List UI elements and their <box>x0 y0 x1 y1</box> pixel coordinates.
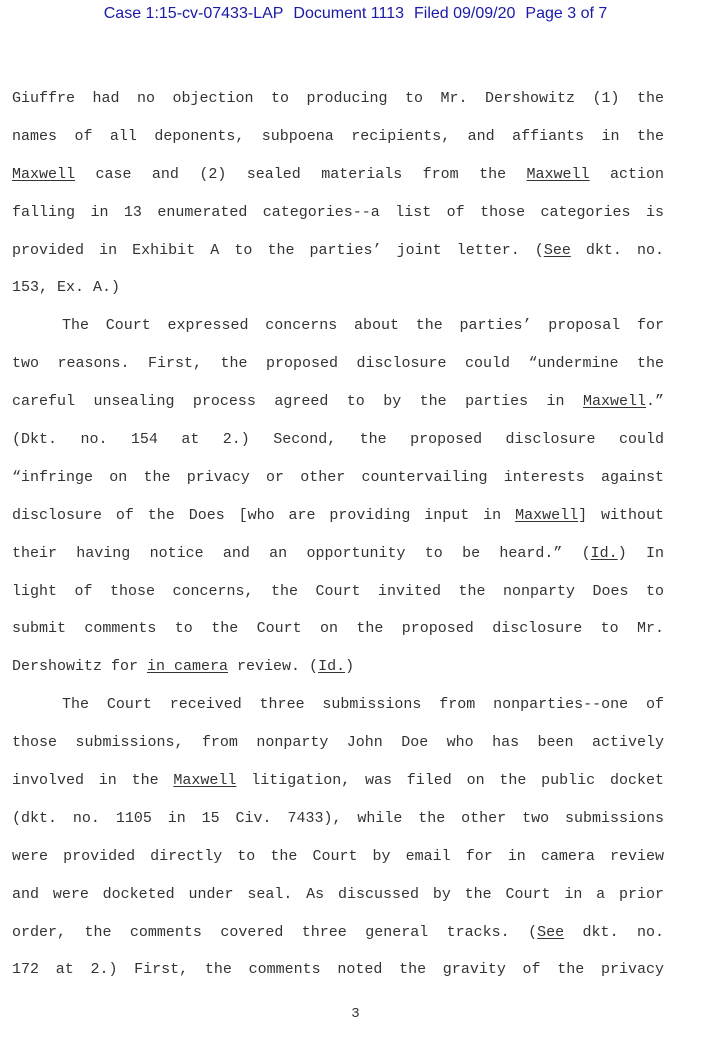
text-line: careful unsealing process agreed to by the parties in Maxwell.” <box>12 393 664 411</box>
citation-signal: See <box>543 241 571 259</box>
text-line: Dershowitz for in camera review. (Id.) <box>12 658 355 676</box>
citation-signal: Id. <box>590 544 618 562</box>
text-line: and were docketed under seal. As discussed by the Court in a prior <box>12 885 664 903</box>
text-line: submit comments to the Court on the proposed disclosure to Mr. <box>12 620 664 638</box>
text-line: order, the comments covered three general tracks. (See dkt. no. <box>12 923 665 941</box>
citation-signal: See <box>537 923 565 941</box>
text-line: “infringe on the privacy or other countervailing interests against <box>12 468 664 486</box>
text-line: Giuffre had no objection to producing to Mr. Dershowitz (1) the <box>12 90 664 107</box>
text-line: 153, Ex. A.) <box>12 279 121 297</box>
case-name-underlined: Maxwell <box>515 506 579 524</box>
text-line: those submissions, from nonparty John Doe who has been actively <box>12 734 664 752</box>
case-number: Case 1:15-cv-07433-LAP <box>103 5 284 22</box>
page-indicator: Page 3 of 7 <box>525 5 608 22</box>
text-line: light of those concerns, the Court invited the nonparty Does to <box>12 582 664 600</box>
text-line: their having notice and an opportunity to be heard.” (Id.) In <box>12 544 664 562</box>
document-header <box>0 5 711 23</box>
filed-date: Filed 09/09/20 <box>414 5 516 22</box>
case-name-underlined: Maxwell <box>526 165 590 183</box>
text-line: disclosure of the Does [who are providing input in Maxwell] without <box>12 506 664 524</box>
text-line: were provided directly to the Court by email for in camera review <box>12 847 664 865</box>
text-line: The Court expressed concerns about the parties’ proposal for <box>62 317 664 335</box>
text-line: The Court received three submissions from nonparties--one of <box>62 696 664 714</box>
case-name-underlined: Maxwell <box>173 772 237 790</box>
case-name-underlined: Maxwell <box>12 165 76 183</box>
text-line: falling in 13 enumerated categories--a list of those categories is <box>12 203 664 221</box>
citation-signal: Id. <box>318 658 346 676</box>
page-number: 3 <box>351 1006 360 1022</box>
text-line: Maxwell case and (2) sealed materials from the Maxwell action <box>12 165 665 183</box>
text-line: two reasons. First, the proposed disclosure could “undermine the <box>12 355 664 373</box>
latin-term-underlined: in camera <box>147 658 229 676</box>
body-text <box>12 89 664 998</box>
text-line: provided in Exhibit A to the parties’ joint letter. (See dkt. no. <box>12 241 665 259</box>
text-line: involved in the Maxwell litigation, was filed on the public docket <box>12 772 664 790</box>
case-name-underlined: Maxwell <box>582 393 646 411</box>
text-line: 172 at 2.) First, the comments noted the gravity of the privacy <box>12 961 664 979</box>
text-line: (dkt. no. 1105 in 15 Civ. 7433), while the other two submissions <box>12 809 664 827</box>
text-line: names of all deponents, subpoena recipients, and affiants in the <box>12 127 664 145</box>
text-line: (Dkt. no. 154 at 2.) Second, the proposed disclosure could <box>12 431 664 449</box>
document-number: Document 1113 <box>293 5 404 22</box>
